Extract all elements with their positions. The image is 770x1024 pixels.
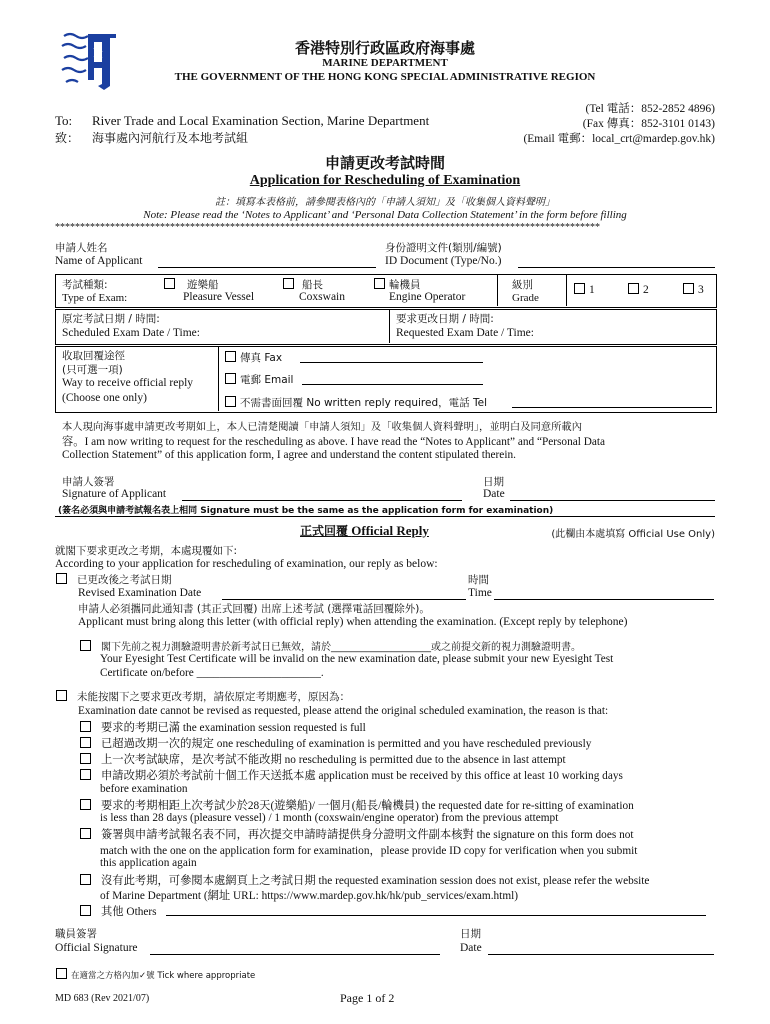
engine-operator-en: Engine Operator	[389, 291, 466, 303]
official-date-zh: 日期	[460, 928, 481, 940]
applicant-date-field[interactable]	[510, 500, 715, 501]
reply-tel-field[interactable]	[512, 407, 712, 408]
reason-interval-checkbox[interactable]	[80, 799, 91, 810]
note-zh: 註：填寫本表格前，請參閱表格內的「申請人須知」及「收集個人資料聲明」	[215, 197, 555, 208]
revised-date-option[interactable]	[56, 572, 172, 587]
reply-none-checkbox[interactable]	[225, 396, 236, 407]
reason-interval-cont: is less than 28 days (pleasure vessel) / 1 month (coxswain/engine operator) from the previous attempt	[100, 812, 559, 824]
reason-full-checkbox[interactable]	[80, 721, 91, 732]
coxswain-zh: 船長	[302, 279, 323, 291]
reason-interval-label: 要求的考期相距上次考試少於28天(遊樂船)/ 一個月(船長/輪機員) the requested date for re-sitting of examination	[101, 800, 634, 812]
reason-others-checkbox[interactable]	[80, 905, 91, 916]
official-reply-title	[300, 522, 429, 539]
reply-none-label: 不需書面回覆 No written reply required，電話 Tel	[240, 397, 487, 409]
contact-tel: (Tel 電話：852-2852 4896)	[585, 103, 715, 115]
scheduled-date-zh: 原定考試日期 / 時間:	[62, 313, 160, 325]
coxswain-en: Coxswain	[299, 291, 345, 303]
form-title-en: Application for Rescheduling of Examination	[249, 173, 521, 188]
revised-date-zh: 已更改後之考試日期	[77, 574, 172, 586]
reason-rescheduled-checkbox[interactable]	[80, 737, 91, 748]
grade-zh: 級別	[512, 279, 533, 291]
reason-interval[interactable]	[80, 797, 634, 813]
reason-late[interactable]	[80, 767, 623, 783]
signature-note: (簽名必須與申請考試報名表上相同 Signature must be the same as the application form for examination)	[58, 506, 554, 516]
reply-email-field[interactable]	[302, 384, 483, 385]
to-label: To:	[55, 113, 73, 128]
reason-late-cont: before examination	[100, 783, 188, 795]
reason-signature-label: 簽署與申請考試報名表不同，再次提交申請時請提供身分證明文件副本核對 the signature on this form does not	[101, 829, 634, 841]
official-date-field[interactable]	[488, 954, 714, 955]
zhi-label: 致：	[55, 131, 80, 145]
requested-date-zh: 要求更改日期 / 時間:	[396, 313, 494, 325]
official-intro-en: According to your application for rescheduling of examination, our reply as below:	[55, 558, 438, 570]
official-reply-divider	[55, 516, 715, 517]
eyesight-en-1: Your Eyesight Test Certificate will be invalid on the new examination date, please submit your new Eyesight Test	[100, 653, 614, 665]
official-intro-zh: 就閣下要求更改之考期，本處現覆如下:	[55, 545, 238, 557]
bring-letter-zh: 申請人必須攜同此通知書 (其正式回覆) 出席上述考試 (選擇電話回覆除外)。	[78, 603, 430, 615]
engine-operator-option[interactable]	[374, 277, 421, 292]
reply-email-label: 電郵 Email	[240, 374, 294, 386]
reason-signature-cont-1: match with the one on the application form for examination，please provide ID copy for verification when you submit	[100, 845, 638, 857]
official-reply-title-zh: 正式回覆	[300, 524, 349, 538]
reply-method-divider	[218, 346, 219, 411]
bring-letter-en: Applicant must bring along this letter (with official reply) when attending the examination. (Except reply by telephone)	[78, 616, 628, 628]
id-document-zh: 身份證明文件(類別/編號)	[385, 242, 502, 254]
government-name-en: THE GOVERNMENT OF THE HONG KONG SPECIAL ADMINISTRATIVE REGION	[174, 71, 596, 83]
applicant-signature-zh: 申請人簽署	[62, 476, 115, 488]
pleasure-vessel-zh: 遊樂船	[187, 279, 219, 291]
id-document-field[interactable]	[518, 267, 715, 268]
pleasure-vessel-option[interactable]	[164, 277, 219, 292]
official-signature-field[interactable]	[150, 954, 440, 955]
revised-date-field[interactable]	[222, 599, 466, 600]
zhi-recipient: 海事處內河航行及本地考試組	[92, 131, 249, 145]
reason-absent-label: 上一次考試缺席，是次考試不能改期 no rescheduling is permitted due to the absence in last attempt	[101, 754, 566, 766]
scheduled-date-en[interactable]: Scheduled Exam Date / Time:	[62, 327, 200, 339]
contact-email: (Email 電郵：local_crt@mardep.gov.hk)	[523, 133, 715, 145]
applicant-signature-en: Signature of Applicant	[62, 488, 167, 500]
coxswain-option[interactable]	[283, 277, 323, 292]
reason-signature-checkbox[interactable]	[80, 828, 91, 839]
reply-fax-option[interactable]	[225, 350, 282, 365]
grade-2-option[interactable]	[628, 283, 649, 296]
eyesight-option[interactable]	[80, 638, 581, 653]
reason-others[interactable]	[80, 903, 157, 919]
applicant-name-en: Name of Applicant	[55, 255, 143, 267]
exam-type-en: Type of Exam:	[62, 292, 128, 304]
reply-fax-field[interactable]	[300, 362, 483, 363]
grade-3-option[interactable]	[683, 283, 704, 296]
reason-signature[interactable]	[80, 826, 634, 842]
reason-no-session-checkbox[interactable]	[80, 874, 91, 885]
form-code: MD 683 (Rev 2021/07)	[55, 993, 150, 1004]
engine-operator-checkbox[interactable]	[374, 278, 385, 289]
reply-fax-label: 傳真 Fax	[240, 352, 283, 364]
reason-others-label: 其他 Others	[101, 906, 157, 918]
applicant-date-en: Date	[483, 488, 505, 500]
page-number: Page 1 of 2	[340, 991, 395, 1005]
applicant-date-zh: 日期	[483, 476, 504, 488]
dept-title-zh: 香港特別行政區政府海事處	[294, 39, 475, 57]
revised-date-checkbox[interactable]	[56, 573, 67, 584]
pleasure-vessel-en: Pleasure Vessel	[183, 291, 255, 303]
reply-none-option[interactable]	[225, 395, 487, 410]
reason-signature-cont-2: this application again	[100, 857, 197, 869]
reason-no-session-label: 沒有此考期，可參閱本處網頁上之考試日期 the requested examination session does not exist, please refer the website	[101, 875, 650, 887]
grade-3-label: 3	[698, 284, 704, 296]
tick-note	[56, 968, 255, 981]
reply-label-en1: Way to receive official reply	[62, 377, 194, 389]
dates-divider	[389, 309, 390, 343]
declaration-line-1: 本人現向海事處申請更改考期如上，本人已清楚閱讀「申請人須知」及「收集個人資料聲明」，並明白及同意所載內	[62, 421, 582, 433]
revised-time-field[interactable]	[494, 599, 714, 600]
grade-3-checkbox[interactable]	[683, 283, 694, 294]
contact-fax: (Fax 傳真：852-3101 0143)	[582, 118, 715, 130]
eyesight-zh: 閣下先前之視力測驗證明書於新考試日已無效，請於____________________或之前提交新的視力測驗證明書。	[101, 642, 581, 653]
reply-fax-checkbox[interactable]	[225, 351, 236, 362]
official-signature-zh: 職員簽署	[55, 928, 97, 940]
form-title-zh: 申請更改考試時間	[324, 154, 445, 172]
declaration-line-2: 容。I am now writing to request for the rescheduling as above. I have read the “Notes to Applicant” and “Personal Data	[62, 436, 606, 448]
applicant-name-field[interactable]	[158, 267, 376, 268]
reason-no-session[interactable]	[80, 872, 649, 888]
note-en: Note: Please read the ‘Notes to Applicant’ and ‘Personal Data Collection Statement’ in the form before filling	[143, 209, 627, 221]
reply-email-option[interactable]	[225, 372, 293, 387]
star-divider: *************************************************************************************************************	[55, 222, 600, 233]
grade-2-label: 2	[643, 284, 649, 296]
revised-date-en: Revised Examination Date	[78, 587, 202, 599]
official-signature-en: Official Signature	[55, 942, 138, 954]
cannot-revise-zh: 未能按閣下之要求更改考期，請依原定考期應考，原因為：	[77, 691, 350, 703]
reason-late-label: 申請改期必須於考試前十個工作天送抵本處 application must be received by this office at least 10 working days	[101, 770, 623, 782]
tick-note-box	[56, 968, 67, 979]
cannot-revise-en: Examination date cannot be revised as requested, please attend the original scheduled examination, the reason is that:	[78, 705, 609, 717]
exam-type-zh: 考試種類:	[62, 279, 108, 291]
to-recipient: River Trade and Local Examination Section, Marine Department	[92, 113, 430, 128]
applicant-name-zh: 申請人姓名	[55, 242, 108, 254]
grade-1-label: 1	[589, 284, 595, 296]
revised-time-zh: 時間	[468, 574, 489, 586]
dept-name-en: MARINE DEPARTMENT	[322, 57, 448, 69]
reason-full-label: 要求的考期已滿 the examination session requested is full	[101, 722, 366, 734]
requested-date-en[interactable]: Requested Exam Date / Time:	[396, 327, 534, 339]
pleasure-vessel-checkbox[interactable]	[164, 278, 175, 289]
eyesight-en-2: Certificate on/before ______________________.	[100, 667, 324, 679]
cannot-revise-checkbox[interactable]	[56, 690, 67, 701]
reason-late-checkbox[interactable]	[80, 769, 91, 780]
applicant-signature-field[interactable]	[182, 500, 462, 501]
grade-1-option[interactable]	[574, 283, 595, 296]
tick-note-text: 在適當之方格內加✓號 Tick where appropriate	[71, 971, 256, 981]
reason-full[interactable]	[80, 719, 366, 735]
declaration-line-3: Collection Statement” of this application form, I agree and understand the content stipulated therein.	[62, 449, 516, 461]
engine-operator-zh: 輪機員	[389, 279, 421, 291]
coxswain-checkbox[interactable]	[283, 278, 294, 289]
eyesight-checkbox[interactable]	[80, 640, 91, 651]
id-document-en: ID Document (Type/No.)	[385, 255, 502, 267]
reason-others-field[interactable]	[166, 915, 706, 916]
reason-no-session-cont: of Marine Department (網址 URL: https://www.mardep.gov.hk/hk/pub_services/exam.html)	[100, 890, 519, 902]
reason-rescheduled-label: 已超過改期一次的規定 one rescheduling of examination is permitted and you have rescheduled previously	[101, 738, 592, 750]
revised-time-en: Time	[468, 587, 492, 599]
grade-1-checkbox[interactable]	[574, 283, 585, 294]
official-date-en: Date	[460, 942, 482, 954]
reply-label-en2: (Choose one only)	[62, 392, 147, 404]
official-reply-title-en: Official Reply	[351, 523, 429, 538]
reply-email-checkbox[interactable]	[225, 373, 236, 384]
reason-rescheduled[interactable]	[80, 735, 591, 751]
grade-2-checkbox[interactable]	[628, 283, 639, 294]
official-use-only: (此欄由本處填寫 Official Use Only)	[551, 529, 715, 540]
reason-absent[interactable]	[80, 751, 566, 767]
grade-en: Grade	[512, 292, 539, 304]
reply-label-zh1: 收取回覆途徑	[62, 350, 125, 362]
reply-label-zh2: (只可選一項)	[62, 364, 123, 376]
cannot-revise-option[interactable]	[56, 689, 350, 704]
reason-absent-checkbox[interactable]	[80, 753, 91, 764]
